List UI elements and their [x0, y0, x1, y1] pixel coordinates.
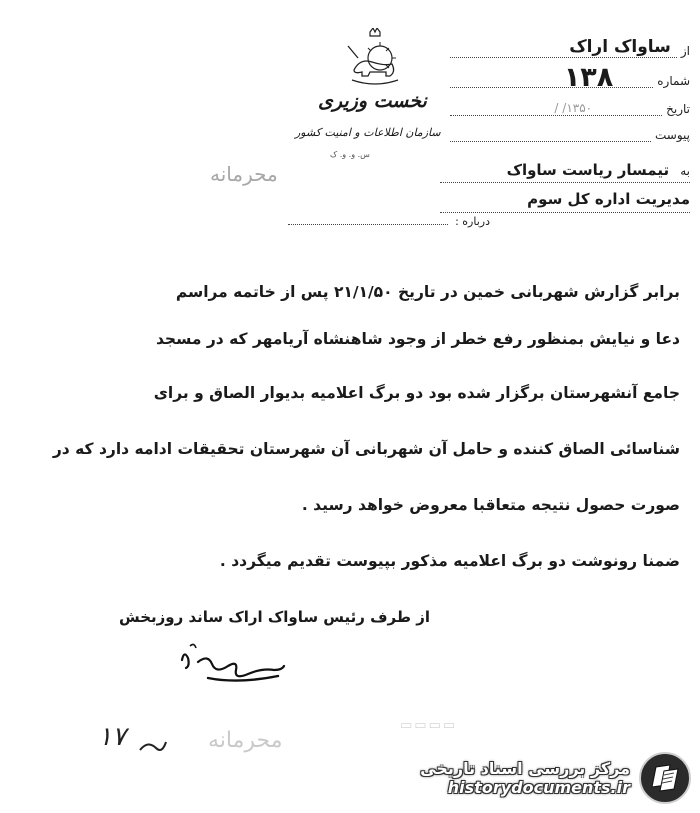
signature-line: از طرف رئیس ساواک اراک ساند روزبخش: [119, 608, 430, 626]
attachment-field: [450, 120, 690, 142]
from-field: [450, 36, 690, 58]
handwritten-note: [98, 722, 126, 752]
date-label: تاریخ: [666, 102, 690, 116]
number-field: [450, 62, 690, 93]
about-label: درباره :: [455, 215, 490, 228]
number-line: [450, 62, 653, 93]
watermark-title: مرکز بررسی اسناد تاریخی: [420, 759, 630, 778]
from-line: [450, 39, 677, 58]
body-line-4: شناسائی الصاق کننده و حامل آن شهربانی آن شهرستان تحقیقات ادامه دارد که در: [52, 440, 680, 458]
recipient-line: [440, 160, 690, 183]
body-line-6: ضمنا رونوشت دو برگ اعلامیه مذکور بپیوست تقدیم میگردد .: [219, 552, 680, 570]
number-value: ۱۳۸: [563, 62, 614, 93]
lion-and-sun-emblem-icon: [340, 28, 410, 88]
body-line-2: دعا و نیایش بمنظور رفع خطر از وجود شاهنشاه آریامهر که در مسجد: [155, 330, 680, 348]
handwritten-mark-icon: [138, 736, 168, 762]
about-line: [240, 215, 490, 233]
from-value: ساواک اراک: [569, 37, 671, 57]
date-field: [450, 94, 690, 116]
date-value: ۱۳۵۰/ /: [554, 101, 593, 115]
org-small-code: س. و. و. ک: [330, 150, 370, 159]
attachment-line: [450, 123, 651, 142]
handwritten-signature-icon: [178, 640, 288, 690]
watermark: [420, 751, 692, 805]
watermark-logo-icon: [638, 751, 692, 805]
watermark-text: [420, 759, 630, 797]
attachment-label: پیوست: [655, 128, 690, 142]
from-label: از: [680, 44, 690, 58]
department-line: مدیریت اداره کل سوم: [440, 190, 690, 213]
body-line-1: برابر گزارش شهربانی خمین در تاریخ ۲۱/۱/۵۰ پس از خاتمه مراسم: [175, 283, 680, 301]
faded-stamp-mark: ▭▭▭▭: [400, 718, 458, 733]
date-line: [450, 97, 662, 116]
recipient-value: تیمسار ریاست ساواک: [506, 161, 670, 179]
about-dots: [288, 224, 448, 225]
watermark-url: historydocuments.ir: [447, 778, 630, 797]
recipient-prefix: به: [680, 164, 690, 178]
body-line-3: جامع آنشهرستان برگزار شده بود دو برگ اعلامیه بدیوار الصاق و برای: [153, 384, 680, 402]
confidential-stamp-bottom: محرمانه: [208, 728, 283, 753]
org-title: نخست وزیری: [318, 90, 427, 112]
handwritten-note-text: ۱۷: [98, 722, 126, 752]
emblem: [315, 28, 435, 88]
body-line-5: صورت حصول نتیجه متعاقبا معروض خواهد رسید .: [301, 496, 680, 514]
org-subtitle: سازمان اطلاعات و امنیت کشور: [295, 126, 441, 139]
confidential-stamp-top: محرمانه: [210, 162, 278, 186]
number-label: شماره: [657, 74, 690, 88]
